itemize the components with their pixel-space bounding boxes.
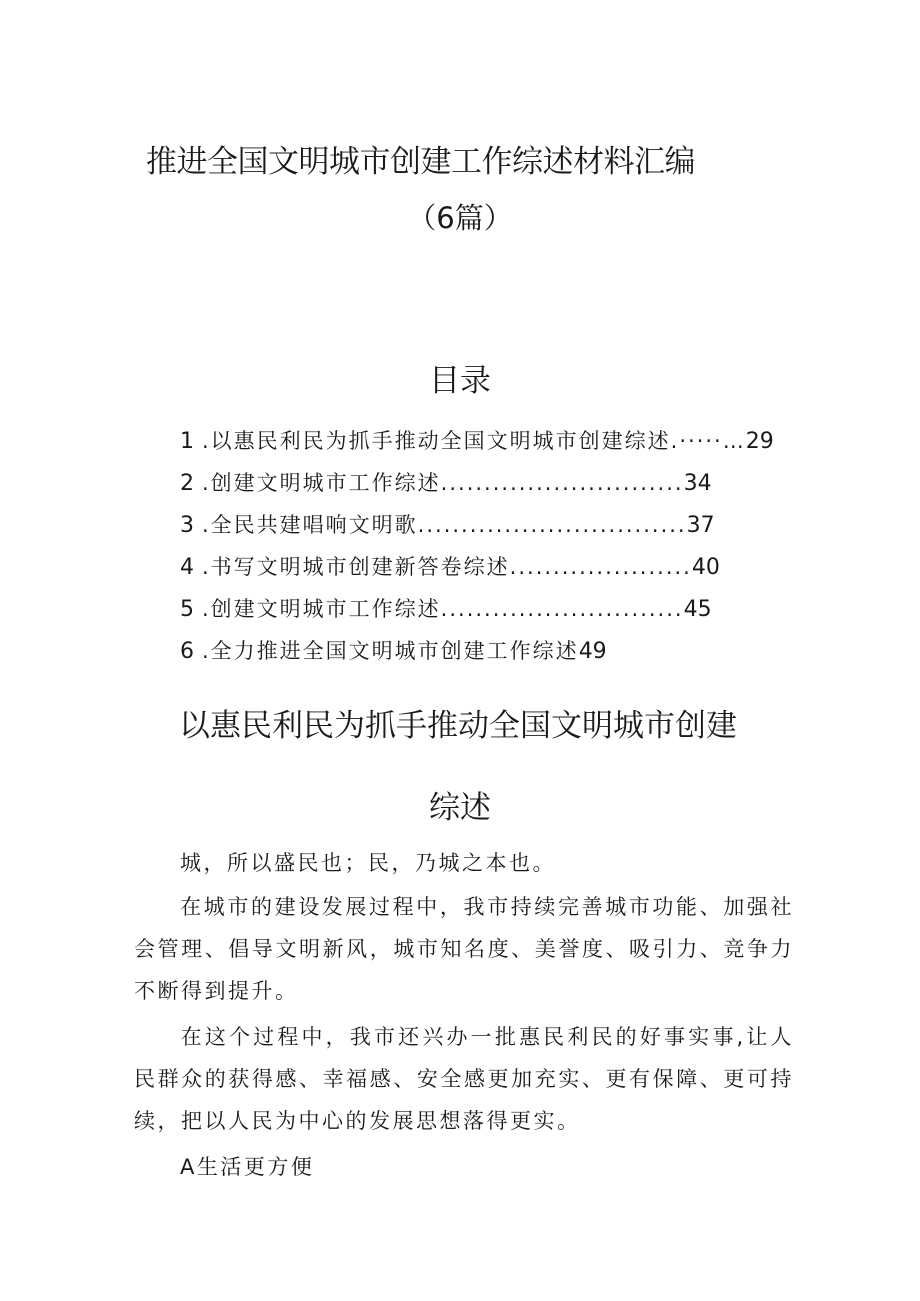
article-paragraph <box>134 1016 794 1142</box>
paragraph-text: 在这个过程中，我市还兴办一批惠民利民的好事实事,让人民群众的获得感、幸福感、安全感更加充实、更有保障、更可持续，把以人民为中心的发展思想落得更实。 <box>134 1025 794 1133</box>
toc-entry[interactable] <box>180 466 800 508</box>
toc-heading: 目录 <box>429 363 491 399</box>
paragraph-text: 在城市的建设发展过程中，我市持续完善城市功能、加强社会管理、倡导文明新风，城市知名度、美誉度、吸引力、竞争力不断得到提升。 <box>134 895 794 1003</box>
toc-entry-number: 1 <box>180 429 194 454</box>
toc-entry-title: .书写文明城市创建新答卷综述..................... <box>202 555 692 579</box>
toc-entry-title: .全民共建唱响文明歌............................... <box>202 513 687 537</box>
table-of-contents <box>180 424 800 676</box>
toc-entry-title: .全力推进全国文明城市创建工作综述 <box>202 639 579 663</box>
toc-entry-number: 6 <box>180 639 194 664</box>
toc-entry-page: 45 <box>683 597 712 622</box>
toc-entry-page: 37 <box>686 513 715 538</box>
toc-entry[interactable] <box>180 634 800 676</box>
document-subtitle: （6篇） <box>407 201 513 235</box>
toc-entry-title: .创建文明城市工作综述............................ <box>202 597 684 621</box>
article-title-line-2: 综述 <box>429 790 491 826</box>
toc-entry-page: 49 <box>578 639 607 664</box>
toc-entry[interactable] <box>180 550 800 592</box>
toc-entry[interactable] <box>180 508 800 550</box>
toc-entry-number: 2 <box>180 471 194 496</box>
toc-entry[interactable] <box>180 424 800 466</box>
article-paragraph <box>134 886 794 1012</box>
toc-entry-page: 40 <box>691 555 720 580</box>
section-heading-text: A生活更方便 <box>180 1155 315 1179</box>
toc-entry-page: 29 <box>745 429 774 454</box>
toc-entry-title: .创建文明城市工作综述............................ <box>202 471 684 495</box>
section-heading <box>134 1146 794 1188</box>
toc-entry[interactable] <box>180 592 800 634</box>
document-title: 推进全国文明城市创建工作综述材料汇编 <box>146 144 695 180</box>
paragraph-text: 城，所以盛民也；民，乃城之本也。 <box>180 851 556 875</box>
article-paragraph <box>134 842 794 884</box>
article-title-line-1: 以惠民利民为抓手推动全国文明城市创建 <box>179 708 737 744</box>
toc-entry-title: .以惠民利民为抓手推动全国文明城市创建综述.·····… <box>202 429 746 453</box>
toc-entry-number: 4 <box>180 555 194 580</box>
toc-entry-number: 5 <box>180 597 194 622</box>
toc-entry-number: 3 <box>180 513 194 538</box>
toc-entry-page: 34 <box>683 471 712 496</box>
